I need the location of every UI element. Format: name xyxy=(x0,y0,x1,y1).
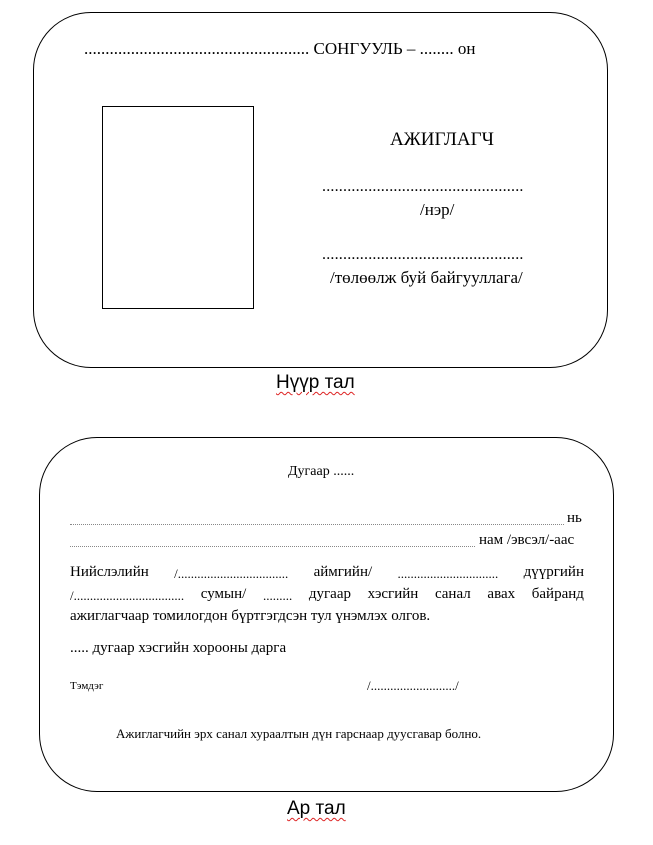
election-title: ..................................................... СОНГУУЛЬ – ........ он xyxy=(84,39,476,58)
word: сумын/ xyxy=(200,586,247,602)
word: дүүргийн xyxy=(523,564,584,580)
word: авах xyxy=(487,586,516,602)
word: санал xyxy=(434,586,471,602)
stamp-label: Тэмдэг xyxy=(70,680,104,692)
name-fill-line xyxy=(70,524,564,525)
word: ............................... xyxy=(397,566,499,581)
role-title: АЖИГЛАГЧ xyxy=(390,129,494,150)
org-dots: ................................................ xyxy=(322,246,524,263)
org-label: /төлөөлж буй байгууллага/ xyxy=(330,268,523,287)
word: аймгийн/ xyxy=(313,564,373,580)
word: ......... xyxy=(262,588,293,603)
name-label: /нэр/ xyxy=(420,200,455,219)
location-line-1 xyxy=(70,564,584,582)
word: Нийслэлийн xyxy=(70,564,149,580)
word: байранд xyxy=(531,586,584,602)
id-card-back xyxy=(39,437,614,792)
validity-footer: Ажиглагчийн эрх санал хураалтын дүн гарснаар дуусгавар болно. xyxy=(116,726,482,741)
chair-line: ..... дугаар хэсгийн хорооны дарга xyxy=(70,640,287,656)
front-caption: Нүүр тал xyxy=(276,372,355,393)
appointment-text: ажиглагчаар томилогдон бүртгэгдсэн тул үнэмлэх олгов. xyxy=(70,608,431,624)
back-caption: Ар тал xyxy=(287,798,346,819)
name-dots: ................................................ xyxy=(322,178,524,195)
word: дугаар xyxy=(308,586,351,602)
location-line-2 xyxy=(70,586,584,604)
word: хэсгийн xyxy=(367,586,419,602)
line2-suffix: нам /эвсэл/-аас xyxy=(479,532,575,548)
id-card-front xyxy=(33,12,608,368)
signature-line: /........................../ xyxy=(367,678,459,693)
party-fill-line xyxy=(70,546,475,547)
word: /.................................. xyxy=(70,588,185,603)
word: /.................................. xyxy=(174,566,289,581)
line1-suffix: нь xyxy=(567,510,582,526)
photo-placeholder xyxy=(102,106,254,309)
number-line: Дугаар ...... xyxy=(288,464,355,479)
